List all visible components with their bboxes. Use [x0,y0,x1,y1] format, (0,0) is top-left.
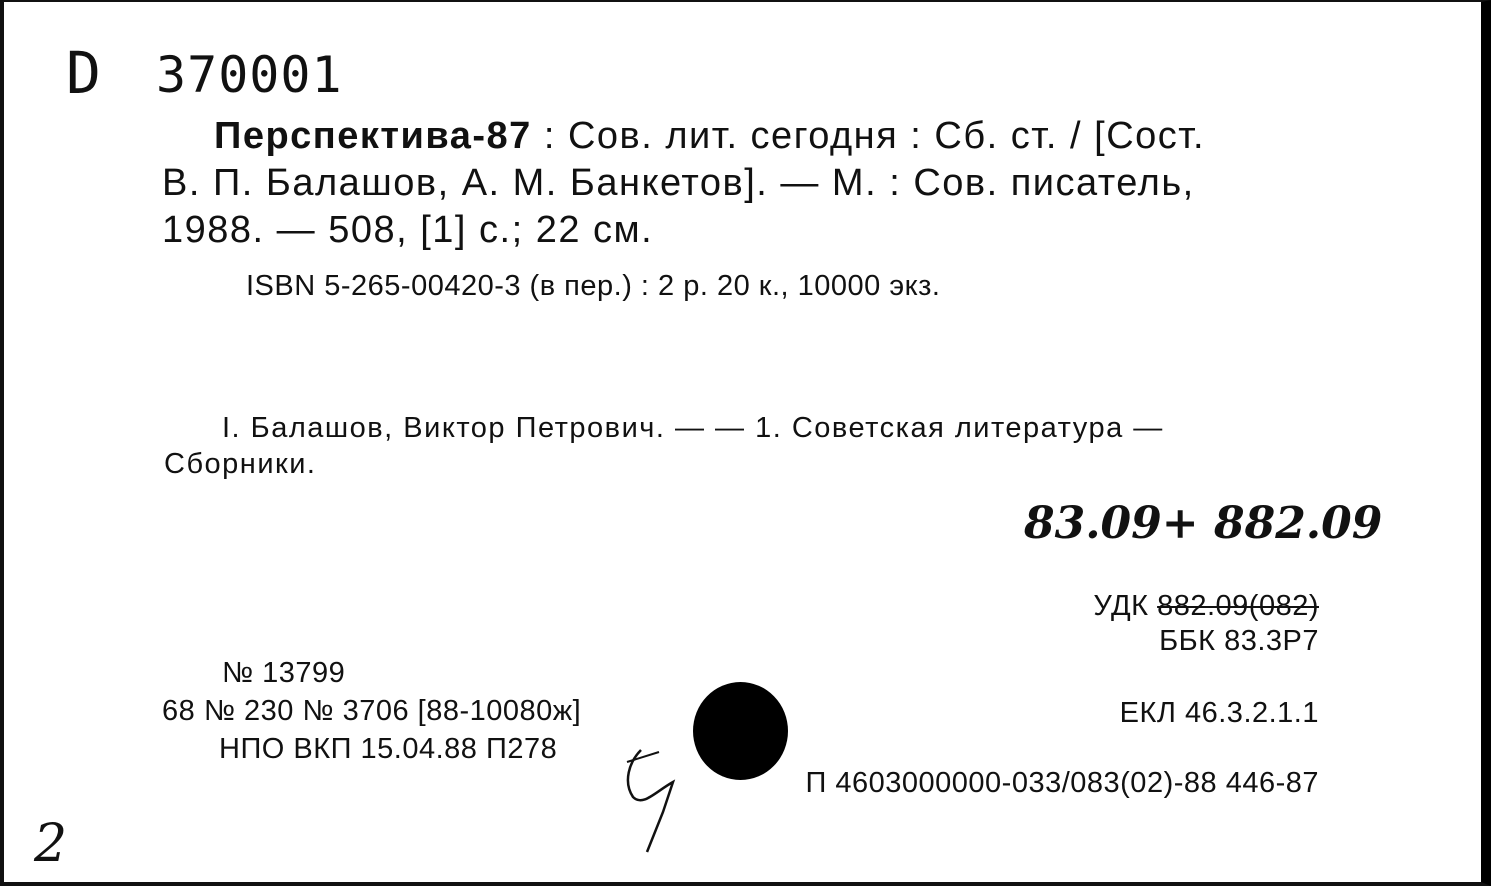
handwritten-7-mark [619,742,689,862]
isbn-line: ISBN 5-265-00420-3 (в пер.) : 2 р. 20 к., 10000 экз. [246,270,941,302]
ekl-line: ЕКЛ 46.3.2.1.1 [1119,697,1319,729]
npo-line: НПО ВКП 15.04.88 П278 [219,733,558,765]
order-line: 68 № 230 № 3706 [88-10080ж] [162,695,582,727]
code-line: П 4603000000-033/083(02)-88 446-87 [805,767,1319,799]
description-line-1-rest: : Сов. лит. сегодня : Сб. ст. / [Сост. [531,115,1206,157]
call-number: 370001 [156,46,343,104]
tracing-line-2: Сборники. [164,448,317,480]
description-line-1 [214,117,1205,155]
udk-value: 882.09(082) [1157,590,1319,622]
call-letter: D [66,39,101,107]
ink-blot [693,682,788,780]
handwritten-mark-text [644,782,645,783]
registration-number: № 13799 [222,657,346,689]
handwritten-classification: 83.09+ 882.09 [1024,498,1383,549]
book-title: Перспектива-87 [214,115,532,157]
handwritten-corner-number: 2 [34,814,68,874]
bbk-line: ББК 83.3Р7 [1159,625,1319,657]
udk-line [1093,592,1319,621]
udk-label: УДК [1093,590,1158,622]
tracing-line-1: I. Балашов, Виктор Петрович. — — 1. Советская литература — [222,412,1164,444]
description-line-3: 1988. — 508, [1] с.; 22 см. [162,209,654,251]
description-line-2: В. П. Балашов, А. М. Банкетов]. — М. : Сов. писатель, [162,162,1195,204]
